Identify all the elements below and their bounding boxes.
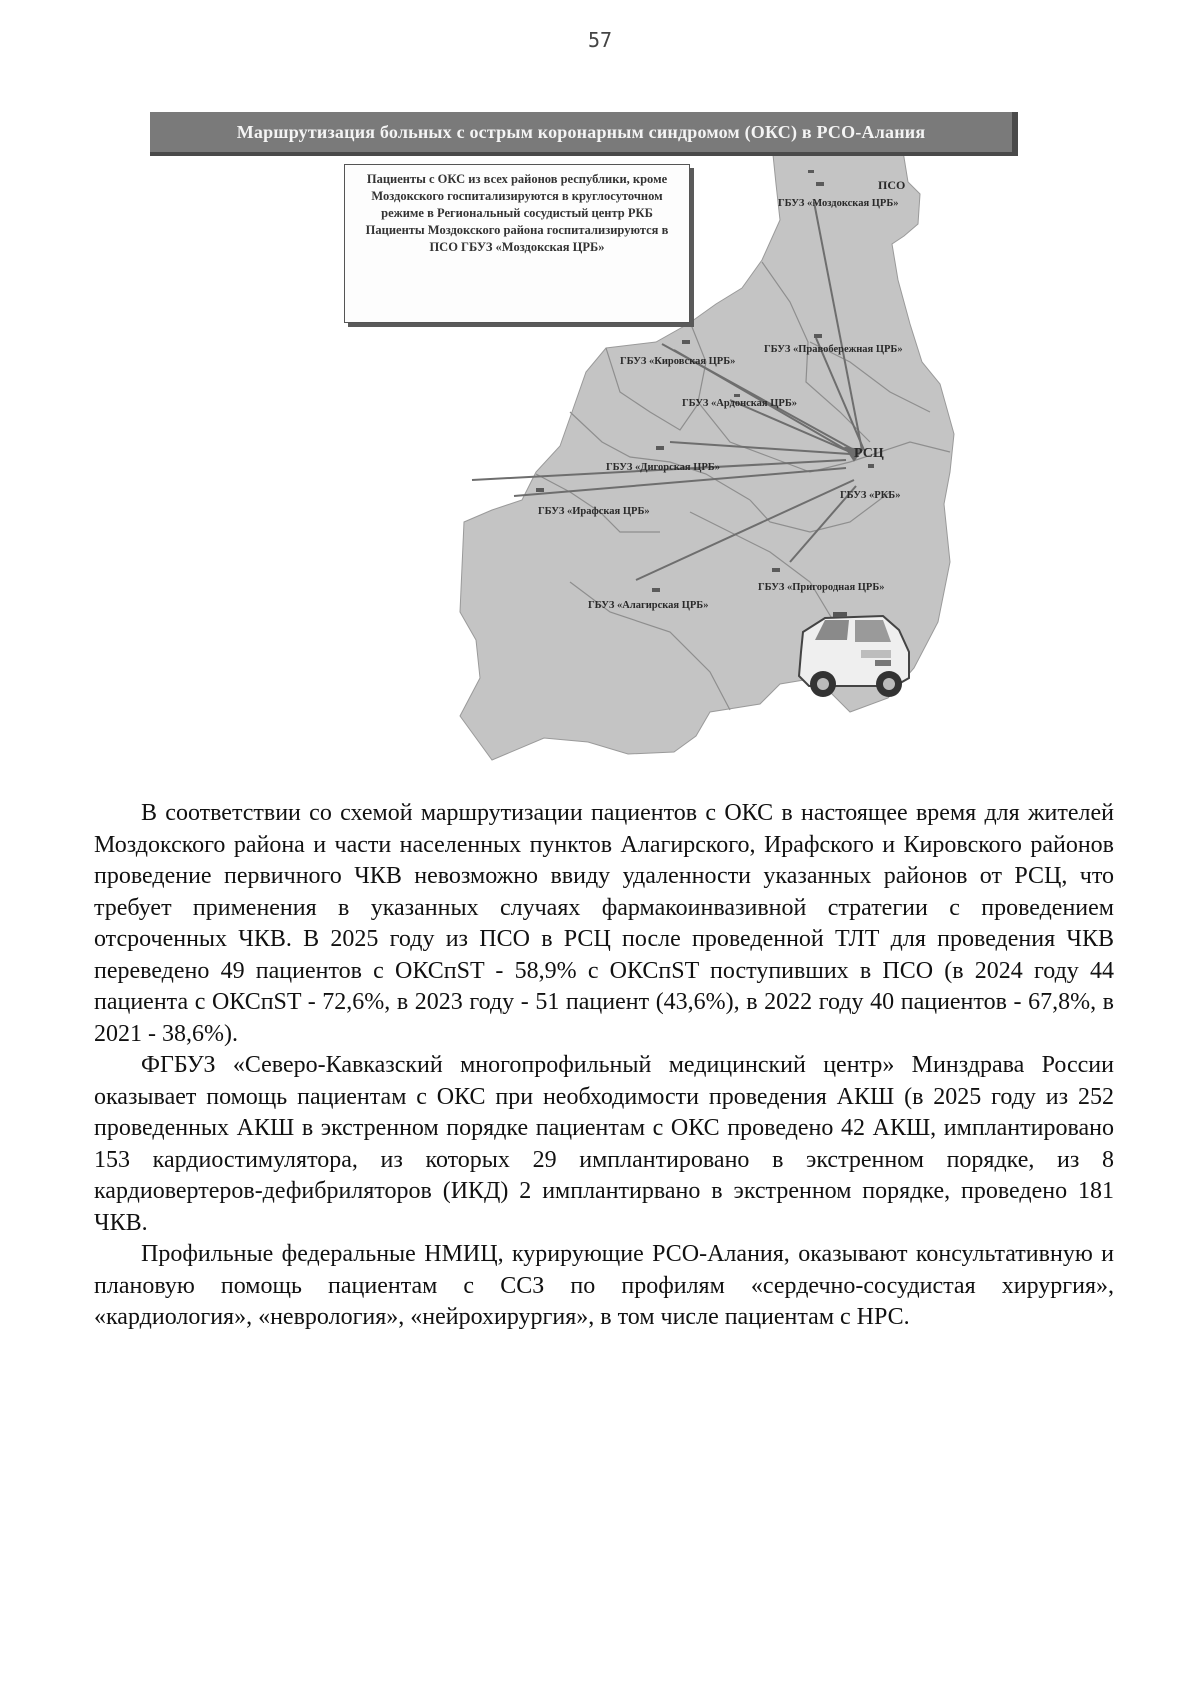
label-pravoberezh: ГБУЗ «Правобережная ЦРБ»	[764, 344, 903, 355]
label-pso: ПСО	[878, 178, 906, 192]
paragraph-2: ФГБУЗ «Северо-Кавказский многопрофильный медицинский центр» Минздрава России оказывает помощь пациентам с ОКС при необходимости проведения АКШ (в 2025 году из 252 проведенных АКШ в экстренном порядке пациентам с ОКС проведено 42 АКШ, имплантировано 153 кардиостимулятора, из которых 29 имплантировано в экстренном порядке, из 8 кардиовертеров-дефибриляторов (ИКД) 2 имплантирвано в экстренном порядке, проведено 181 ЧКВ.	[94, 1052, 1114, 1236]
info-box-line-1: Пациенты с ОКС из всех районов республики, кроме Моздокского госпитализируются в круглосуточном режиме в Региональный сосудистый центр РКБ	[366, 172, 668, 220]
label-alagir: ГБУЗ «Алагирская ЦРБ»	[588, 600, 709, 611]
routing-map-figure	[150, 112, 1050, 772]
label-rsc: РСЦ	[854, 446, 884, 461]
label-digor: ГБУЗ «Дигорская ЦРБ»	[606, 462, 720, 473]
label-rkb: ГБУЗ «РКБ»	[840, 490, 901, 501]
label-iraf: ГБУЗ «Ирафская ЦРБ»	[538, 506, 650, 517]
body-text	[94, 798, 1114, 1334]
paragraph-1: В соответствии со схемой маршрутизации пациентов с ОКС в настоящее время для жителей Моздокского района и части населенных пунктов Алагирского, Ирафского и Кировского районов проведение первичного ЧКВ невозможно ввиду удаленности указанных районов от РСЦ, что требует применения в указанных случаях фармакоинвазивной стратегии с проведением отсроченных ЧКВ. В 2025 году из ПСО в РСЦ после проведенной ТЛТ для проведения ЧКВ переведено 49 пациентов с ОКСпST - 58,9% с ОКСпST поступивших в ПСО (в 2024 году 44 пациента с ОКСпST - 72,6%, в 2023 году - 51 пациент (43,6%), в 2022 году 40 пациентов - 67,8%, в 2021 - 38,6%).	[94, 800, 1114, 1047]
paragraph-3: Профильные федеральные НМИЦ, курирующие РСО-Алания, оказывают консультативную и плановую помощь пациентам с ССЗ по профилям «сердечно-сосудистая хирургия», «кардиология», «неврология», «нейрохирургия», в том числе пациентам с НРС.	[94, 1241, 1114, 1330]
figure-title: Маршрутизация больных с острым коронарным синдромом (ОКС) в РСО-Алания	[150, 112, 1018, 156]
info-box-line-2: Пациенты Моздокского района госпитализируются в ПСО ГБУЗ «Моздокская ЦРБ»	[365, 223, 669, 254]
routing-info-box	[344, 164, 690, 323]
label-prigorod: ГБУЗ «Пригородная ЦРБ»	[758, 582, 885, 593]
label-ardon: ГБУЗ «Ардонская ЦРБ»	[682, 398, 798, 409]
page-number: 57	[587, 28, 613, 52]
label-mozdok: ГБУЗ «Моздокская ЦРБ»	[778, 198, 899, 209]
ambulance-icon	[799, 612, 909, 697]
label-kirovsk: ГБУЗ «Кировская ЦРБ»	[620, 356, 736, 367]
